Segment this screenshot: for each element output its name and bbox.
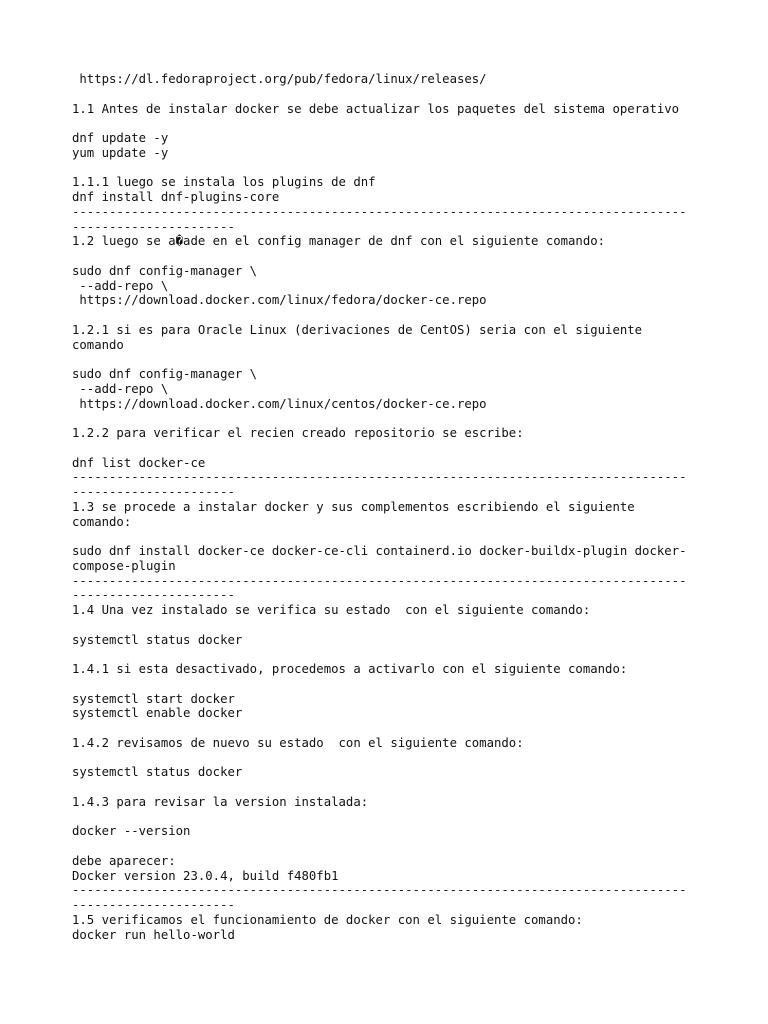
- blank-line: [72, 87, 712, 102]
- blank-line: [72, 161, 712, 176]
- command-line: --add-repo \: [72, 278, 169, 293]
- command-line: yum update -y: [72, 145, 169, 160]
- command-line: docker --version: [72, 824, 191, 839]
- command-line: systemctl enable docker: [72, 706, 243, 721]
- url-fedora-releases: https://dl.fedoraproject.org/pub/fedora/linux/releases/: [72, 72, 487, 86]
- command-line: dnf list docker-ce: [72, 455, 206, 470]
- step-heading: 1.2.1 si es para Oracle Linux (derivaciones de CentOS) seria con el siguiente: [72, 322, 643, 337]
- separator-line: ----------------------: [72, 588, 235, 603]
- blank-line: [72, 529, 712, 544]
- blank-line: [72, 839, 712, 854]
- output-line: Docker version 23.0.4, build f480fb1: [72, 868, 339, 883]
- separator-line: -----------------------------------------------------------------------------------: [72, 883, 687, 898]
- separator-line: -----------------------------------------------------------------------------------: [72, 470, 687, 485]
- step-heading: 1.2.2 para verificar el recien creado repositorio se escribe:: [72, 426, 524, 440]
- blank-line: [72, 441, 712, 456]
- blank-line: [72, 116, 712, 131]
- separator-line: -----------------------------------------------------------------------------------: [72, 204, 687, 219]
- blank-line: [72, 618, 712, 633]
- step-heading: comando:: [72, 514, 132, 529]
- step-heading: 1.1.1 luego se instala los plugins de dnf: [72, 175, 376, 190]
- step-heading: 1.4.3 para revisar la version instalada:: [72, 794, 369, 809]
- separator-line: ----------------------: [72, 898, 235, 912]
- step-heading: 1.1 Antes de instalar docker se debe actualizar los paquetes del sistema operativo: [72, 101, 680, 116]
- step-heading: 1.3 se procede a instalar docker y sus complementos escribiendo el siguiente: [72, 499, 635, 514]
- command-line: systemctl status docker: [72, 765, 243, 780]
- command-line: docker run hello-world: [72, 927, 235, 942]
- command-line: dnf install dnf-plugins-core: [72, 190, 280, 204]
- blank-line: [72, 810, 712, 825]
- command-line: sudo dnf config-manager \: [72, 263, 258, 278]
- separator-line: -----------------------------------------------------------------------------------: [72, 573, 687, 588]
- command-line: https://download.docker.com/linux/fedora/docker-ce.repo: [72, 293, 487, 308]
- command-line: compose-plugin: [72, 558, 176, 573]
- command-line: systemctl status docker: [72, 632, 243, 647]
- step-heading: 1.2 luego se a�ade en el config manager de dnf con el siguiente comando:: [72, 234, 606, 249]
- body-text: debe aparecer:: [72, 853, 176, 868]
- separator-line: ----------------------: [72, 219, 235, 234]
- command-line: sudo dnf install docker-ce docker-ce-cli containerd.io docker-buildx-plugin docker-: [72, 544, 687, 558]
- step-heading: 1.4 Una vez instalado se verifica su estado con el siguiente comando:: [72, 603, 591, 617]
- blank-line: [72, 249, 712, 264]
- command-line: dnf update -y: [72, 131, 169, 145]
- blank-line: [72, 677, 712, 692]
- command-line: https://download.docker.com/linux/centos/docker-ce.repo: [72, 396, 487, 411]
- step-heading: 1.5 verificamos el funcionamiento de docker con el siguiente comando:: [72, 912, 583, 927]
- blank-line: [72, 721, 712, 736]
- step-heading: comando: [72, 337, 124, 352]
- document-page: [72, 72, 712, 942]
- blank-line: [72, 647, 712, 662]
- blank-line: [72, 308, 712, 323]
- blank-line: [72, 411, 712, 426]
- separator-line: ----------------------: [72, 485, 235, 499]
- command-line: sudo dnf config-manager \: [72, 367, 258, 381]
- command-line: systemctl start docker: [72, 691, 235, 706]
- blank-line: [72, 780, 712, 795]
- blank-line: [72, 352, 712, 367]
- step-heading: 1.4.1 si esta desactivado, procedemos a activarlo con el siguiente comando:: [72, 662, 628, 676]
- blank-line: [72, 751, 712, 766]
- step-heading: 1.4.2 revisamos de nuevo su estado con el siguiente comando:: [72, 735, 524, 750]
- command-line: --add-repo \: [72, 381, 169, 396]
